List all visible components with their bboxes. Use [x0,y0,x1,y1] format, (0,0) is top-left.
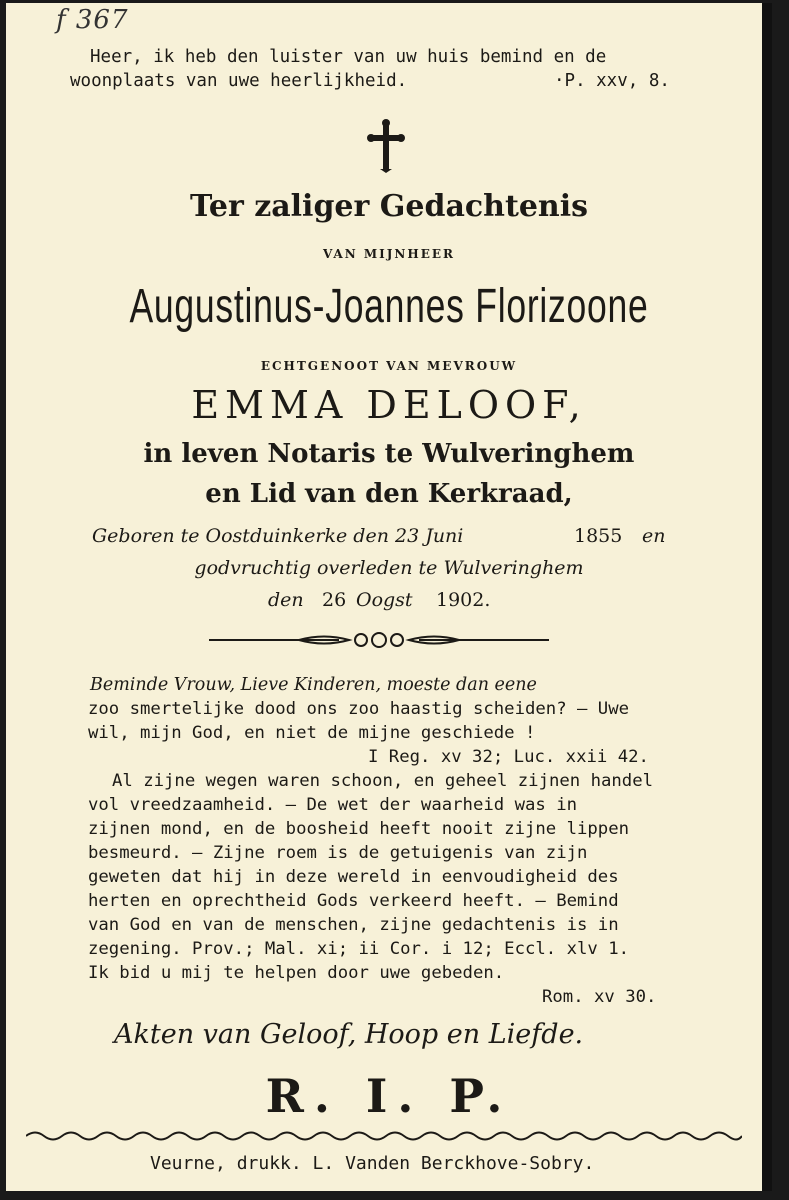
death-day: 26 [322,589,347,611]
spouse-name: EMMA DELOOF, [191,383,587,427]
text-line-9: geweten dat hij in deze wereld in eenvoudigheid des [88,867,619,887]
van-mijnheer: VAN MIJNHEER [323,247,455,261]
epigraph-line-2: woonplaats van uwe heerlijkheid. [70,71,408,91]
death-den: den [268,589,304,611]
printer-line: Veurne, drukk. L. Vanden Berckhove-Sobry. [150,1153,595,1174]
text-line-2: zoo smertelijke dood ons zoo haastig scheiden? — Uwe [88,699,630,719]
birth-year: 1855 [574,525,623,547]
deceased-name: Augustinus-Joannes Florizoone [129,280,649,333]
text-line-10: herten en oprechtheid Gods verkeerd heeft. — Bemind [88,891,619,911]
akten-line: Akten van Geloof, Hoop en Liefde. [114,1019,584,1050]
text-line-5: Al zijne wegen waren schoon, en geheel zijnen handel [112,771,654,791]
text-line-11: van God en van de menschen, zijne gedachtenis is in [88,915,619,935]
text-line-3: wil, mijn God, en niet de mijne geschiede ! [88,723,536,743]
death-line: godvruchtig overleden te Wulveringhem [194,557,584,579]
text-line-8: besmeurd. — Zijne roem is de getuigenis van zijn [88,843,588,863]
role-line-2: en Lid van den Kerkraad, [205,479,573,509]
text-line-13: Ik bid u mij te helpen door uwe gebeden. [88,963,505,983]
wavy-rule [26,1129,742,1143]
ornament-divider [209,629,549,651]
birth-line-1a: Geboren te Oostduinkerke den 23 Juni [92,525,464,547]
role-line-1: in leven Notaris te Wulveringhem [143,439,635,469]
death-month: Oogst [356,589,413,611]
heading: Ter zaliger Gedachtenis [189,189,589,224]
death-year: 1902. [436,589,491,611]
epigraph-line-1: Heer, ik heb den luister van uw huis bemind en de [90,47,607,67]
text-line-6: vol vreedzaamheid. — De wet der waarheid was in [88,795,577,815]
text-line-1: Beminde Vrouw, Lieve Kinderen, moeste dan eene [90,675,537,695]
archive-mark: f 367 [56,5,129,35]
birth-line-1c: en [642,525,666,547]
memorial-card [6,3,772,1191]
echtgenoot-label: ECHTGENOOT VAN MEVROUW [260,359,518,373]
cross-icon [366,119,406,173]
text-line-4: I Reg. xv 32; Luc. xxii 42. [368,747,649,767]
text-line-12: zegening. Prov.; Mal. xi; ii Cor. i 12; Eccl. xlv 1. [88,939,630,959]
epigraph-reference: ·P. xxv, 8. [554,71,670,91]
rip: R. I. P. [265,1069,513,1123]
text-line-7: zijnen mond, en de boosheid heeft nooit zijne lippen [88,819,630,839]
text-line-14: Rom. xv 30. [542,987,657,1007]
